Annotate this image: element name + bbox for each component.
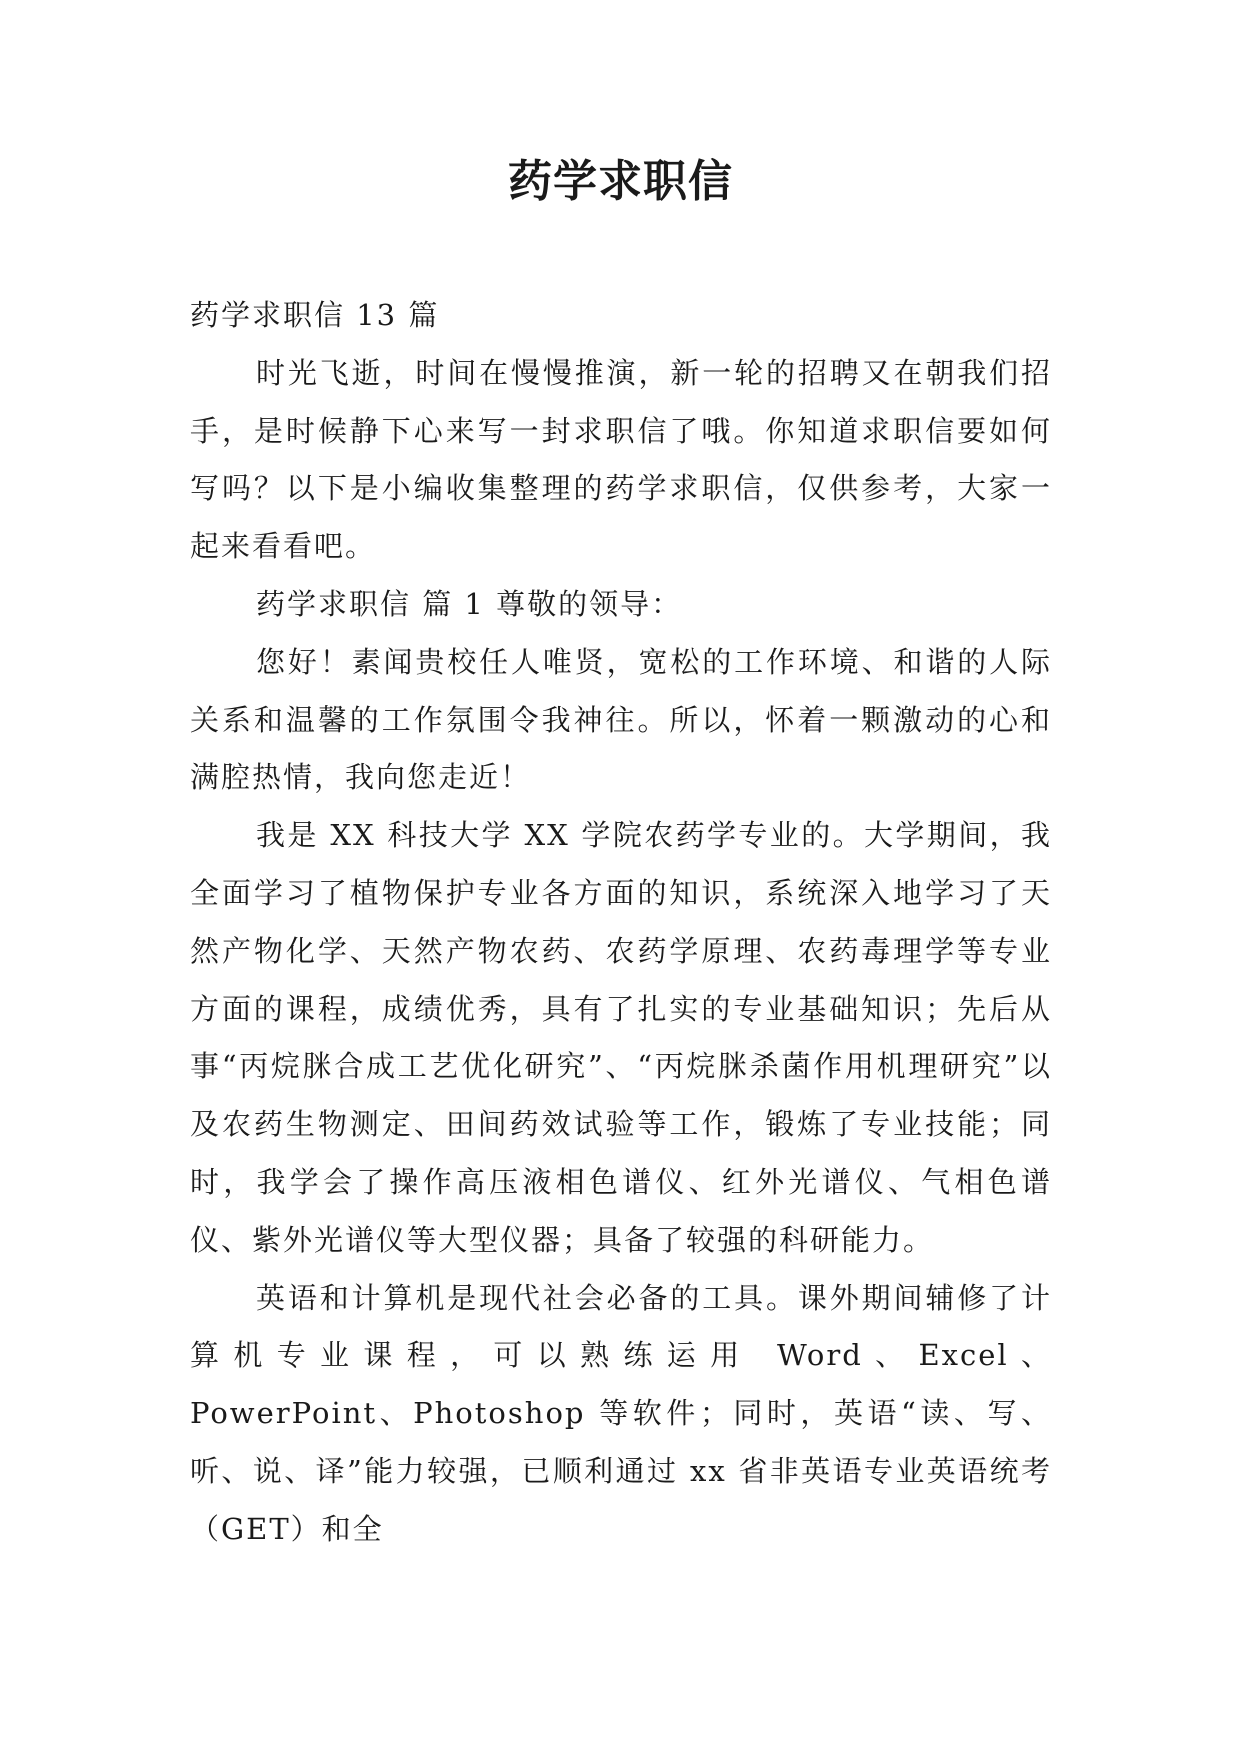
document-body bbox=[190, 287, 1052, 1559]
document-subtitle: 药学求职信 13 篇 bbox=[190, 298, 440, 332]
paragraph-intro: 时光飞逝，时间在慢慢推演，新一轮的招聘又在朝我们招手，是时候静下心来写一封求职信了哦。你知道求职信要如何写吗？以下是小编收集整理的药学求职信，仅供参考，大家一起来看看吧。 bbox=[190, 355, 1052, 564]
paragraph-education: 我是 XX 科技大学 XX 学院农药学专业的。大学期间，我全面学习了植物保护专业各方面的知识，系统深入地学习了天然产物化学、天然产物农药、农药学原理、农药毒理学等专业方面的课程，成绩优秀，具有了扎实的专业基础知识；先后从事“丙烷脒合成工艺优化研究”、“丙烷脒杀菌作用机理研究”以及农药生物测定、田间药效试验等工作，锻炼了专业技能；同时，我学会了操作高压液相色谱仪、红外光谱仪、气相色谱仪、紫外光谱仪等大型仪器；具备了较强的科研能力。 bbox=[190, 818, 1052, 1257]
paragraph-salutation: 药学求职信 篇 1 尊敬的领导： bbox=[256, 586, 683, 621]
paragraph-skills: 英语和计算机是现代社会必备的工具。课外期间辅修了计算机专业课程，可以熟练运用 Word、Excel、PowerPoint、Photoshop 等软件；同时，英语“读、写、听、说、译”能力较强，已顺利通过 xx 省非英语专业英语统考（GET）和全 bbox=[190, 1280, 1052, 1546]
document-title: 药学求职信 bbox=[508, 156, 733, 207]
paragraph-greeting: 您好！素闻贵校任人唯贤，宽松的工作环境、和谐的人际关系和温馨的工作氛围令我神往。所以，怀着一颗激动的心和满腔热情，我向您走近！ bbox=[190, 644, 1052, 795]
